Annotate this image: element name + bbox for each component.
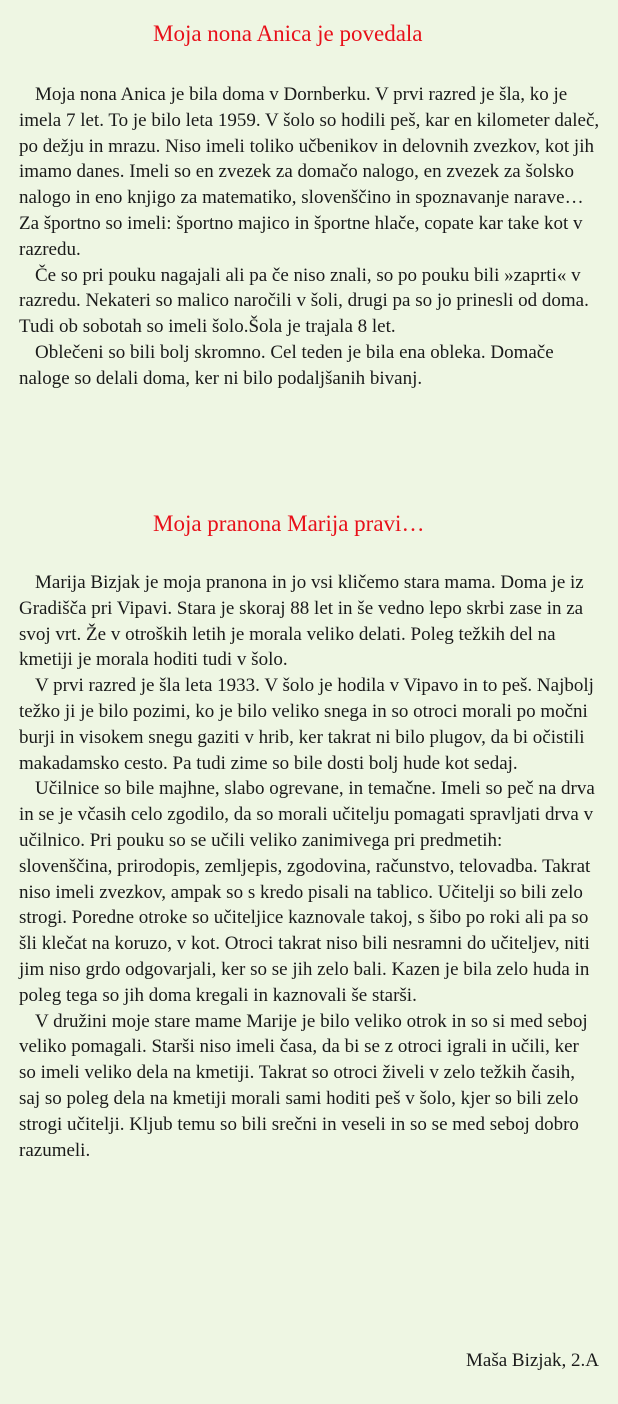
- story-1-title: Moja nona Anica je povedala: [153, 21, 423, 46]
- story-2-paragraph-4: V družini moje stare mame Marije je bilo veliko otrok in so si med seboj veliko pomagali. Starši niso imeli časa, da bi se z otroci igrali in učili, ker so imeli veliko dela na kmetiji. Takrat so otroci živeli v zelo težkih časih, saj so poleg dela na kmetiji morali sami hoditi peš v šolo, kjer so bili zelo strogi učitelji. Kljub temu so bili srečni in veseli in so se med seboj dobro razumeli.: [19, 1010, 588, 1161]
- story-2-paragraph-1: Marija Bizjak je moja pranona in jo vsi kličemo stara mama. Doma je iz Gradišča pri Vipavi. Stara je skoraj 88 let in še vedno lepo skrbi zase in za svoj vrt. Že v otroških letih je morala veliko delati. Poleg težkih del na kmetiji je morala hoditi tudi v šolo.: [19, 572, 584, 671]
- story-2-title: Moja pranona Marija pravi…: [153, 511, 425, 536]
- story-2-paragraph-3: Učilnice so bile majhne, slabo ogrevane, in temačne. Imeli so peč na drva in se je včasih celo zgodilo, da so morali učitelju pomagati spravljati drva v učilnico. Pri pouku so se učili veliko zanimivega pri predmetih: slovenščina, prirodopis, zemljepis, zgodovina, računstvo, telovadba. Takrat niso imeli zvezkov, ampak so s kredo pisali na tablico. Učitelji so bili zelo strogi. Poredne otroke so učiteljice kaznovale takoj, s šibo po roki ali pa so šli klečat na koruzo, v kot. Otroci takrat niso bili nesramni do učiteljev, niti jim niso grdo odgovarjali, ker so se jih zelo bali. Kazen je bila zelo huda in poleg tega so jih doma kregali in kaznovali še starši.: [19, 778, 595, 1006]
- story-1-paragraph-1: Moja nona Anica je bila doma v Dornberku. V prvi razred je šla, ko je imela 7 let. To je bilo leta 1959. V šolo so hodili peš, kar en kilometer daleč, po dežju in mrazu. Niso imeli toliko učbenikov in delovnih zvezkov, kot jih imamo danes. Imeli so en zvezek za domačo nalogo, en zvezek za šolsko nalogo in eno knjigo za matematiko, slovenščino in spoznavanje narave… Za športno so imeli: športno majico in športne hlače, copate kar take kot v razredu.: [19, 84, 600, 260]
- story-2-paragraph-2: V prvi razred je šla leta 1933. V šolo je hodila v Vipavo in to peš. Najbolj težko ji je bilo pozimi, ko je bilo veliko snega in so otroci morali po močni burji in visokem snegu gaziti v hrib, ker takrat ni bilo plugov, da bi očistili makadamsko cesto. Pa tudi zime so bile dosti bolj hude kot sedaj.: [19, 675, 594, 774]
- story-1-paragraph-2: Če so pri pouku nagajali ali pa če niso znali, so po pouku bili »zaprti« v razredu. Nekateri so malico naročili v šoli, drugi pa so jo prinesli od doma. Tudi ob sobotah so imeli šolo.Šola je trajala 8 let.: [19, 264, 589, 338]
- author-signature: Maša Bizjak, 2.A: [466, 1350, 599, 1371]
- story-2-body: [19, 570, 600, 1163]
- story-1-body: [19, 82, 600, 392]
- story-1-paragraph-3: Oblečeni so bili bolj skromno. Cel teden je bila ena obleka. Domače naloge so delali doma, ker ni bilo podaljšanih bivanj.: [19, 341, 554, 389]
